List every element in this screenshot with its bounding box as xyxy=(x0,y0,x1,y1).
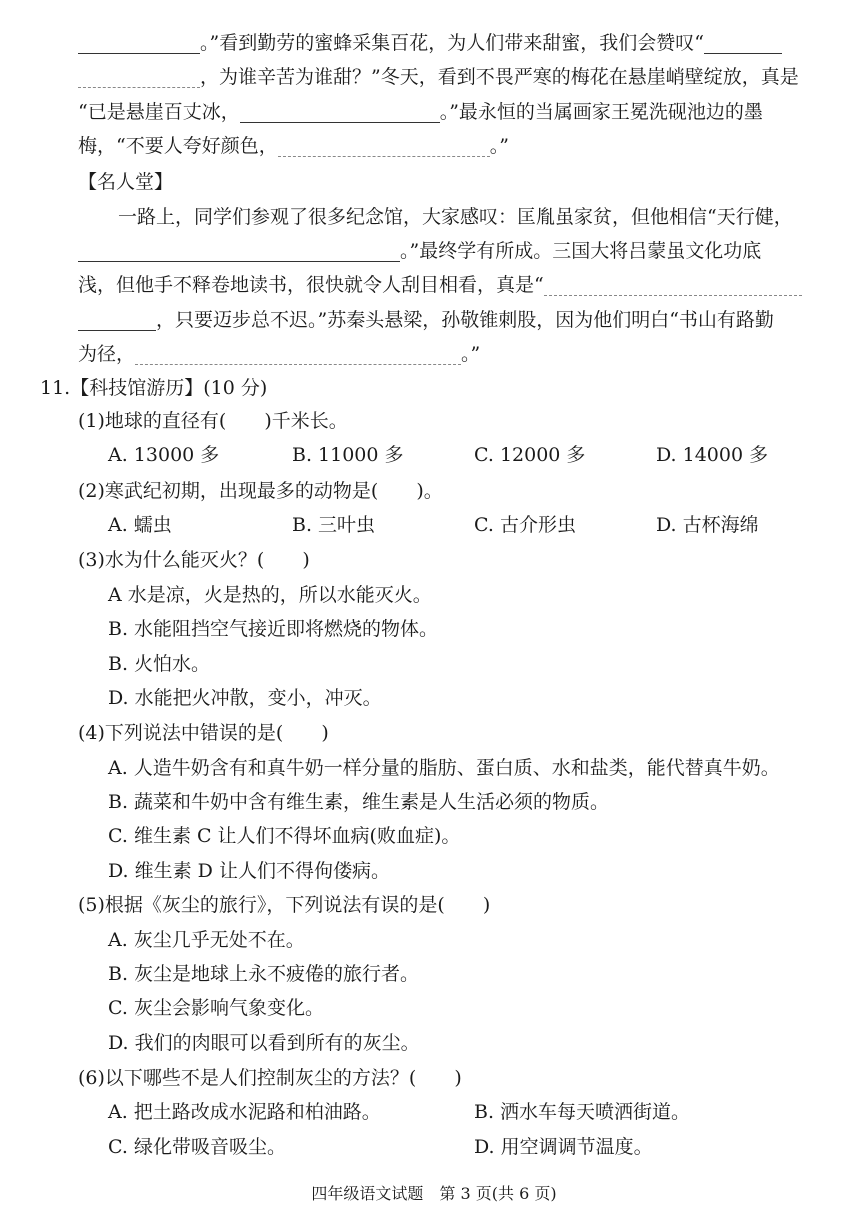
celebrity-line-2 xyxy=(78,234,818,268)
celebrity-line-3-text: 浅，但他手不释卷地读书，很快就令人刮目相看，真是“ xyxy=(78,274,544,296)
q2-option-d[interactable]: D. 古杯海绵 xyxy=(656,514,759,536)
q3-option-a[interactable]: A 水是凉，火是热的，所以水能灭火。 xyxy=(108,584,432,606)
q2-option-c[interactable]: C. 古介形虫 xyxy=(474,514,576,536)
celebrity-line-2-text: 。”最终学有所成。三国大将吕蒙虽文化功底 xyxy=(400,240,762,262)
celebrity-line-5-suffix: 。” xyxy=(461,343,481,365)
poem-line-3-suffix: 。”最永恒的当属画家王冕洗砚池边的墨 xyxy=(439,101,763,123)
answer-blank[interactable] xyxy=(704,29,782,54)
answer-blank[interactable] xyxy=(544,271,802,296)
q4-option-a[interactable]: A. 人造牛奶含有和真牛奶一样分量的脂肪、蛋白质、水和盐类，能代替真牛奶。 xyxy=(108,757,780,779)
q5-option-c[interactable]: C. 灰尘会影响气象变化。 xyxy=(108,997,324,1019)
q2-option-a[interactable]: A. 蠕虫 xyxy=(108,514,172,536)
q1-option-a[interactable]: A. 13000 多 xyxy=(108,444,220,466)
answer-blank[interactable] xyxy=(78,306,156,331)
celebrity-line-5-prefix: 为径， xyxy=(78,343,136,365)
page-footer: 四年级语文试题 第 3 页(共 6 页) xyxy=(311,1184,557,1203)
q5-option-a[interactable]: A. 灰尘几乎无处不在。 xyxy=(108,929,305,951)
q2-option-b[interactable]: B. 三叶虫 xyxy=(292,514,376,536)
q6-stem: (6)以下哪些不是人们控制灰尘的方法？( ) xyxy=(78,1067,462,1089)
answer-blank[interactable] xyxy=(240,98,440,123)
q5-option-b[interactable]: B. 灰尘是地球上永不疲倦的旅行者。 xyxy=(108,963,420,985)
q5-option-d[interactable]: D. 我们的肉眼可以看到所有的灰尘。 xyxy=(108,1032,420,1054)
answer-blank[interactable] xyxy=(135,340,461,365)
poem-line-4-suffix: 。” xyxy=(489,135,509,157)
poem-line-1 xyxy=(78,26,818,60)
q6-option-d[interactable]: D. 用空调调节温度。 xyxy=(474,1136,653,1158)
poem-line-1-text: 。”看到勤劳的蜜蜂采集百花，为人们带来甜蜜，我们会赞叹“ xyxy=(200,32,704,54)
celebrity-heading: 【名人堂】 xyxy=(78,171,174,193)
poem-line-3-prefix: “已是悬崖百丈冰， xyxy=(78,101,240,123)
question-11-title: 11.【科技馆游历】(10 分) xyxy=(40,377,268,399)
q3-stem: (3)水为什么能灭火？( ) xyxy=(78,549,310,571)
q6-option-c[interactable]: C. 绿化带吸音吸尘。 xyxy=(108,1136,286,1158)
q4-stem: (4)下列说法中错误的是( ) xyxy=(78,722,329,744)
q1-option-d[interactable]: D. 14000 多 xyxy=(656,444,769,466)
celebrity-line-4 xyxy=(78,303,818,337)
q3-option-d[interactable]: D. 水能把火冲散，变小，冲灭。 xyxy=(108,687,382,709)
q1-option-c[interactable]: C. 12000 多 xyxy=(474,444,586,466)
q4-option-d[interactable]: D. 维生素 D 让人们不得佝偻病。 xyxy=(108,860,390,882)
poem-line-2 xyxy=(78,60,818,94)
celebrity-line-1: 一路上，同学们参观了很多纪念馆，大家感叹：匡胤虽家贫，但他相信“天行健， xyxy=(118,206,793,228)
q6-option-a[interactable]: A. 把土路改成水泥路和柏油路。 xyxy=(108,1101,381,1123)
q3-option-c[interactable]: B. 火怕水。 xyxy=(108,653,211,675)
poem-line-4-prefix: 梅，“不要人夸好颜色， xyxy=(78,135,278,157)
celebrity-line-3 xyxy=(78,268,818,302)
q1-stem: (1)地球的直径有( )千米长。 xyxy=(78,410,348,432)
q2-stem: (2)寒武纪初期，出现最多的动物是( )。 xyxy=(78,480,443,502)
answer-blank[interactable] xyxy=(78,237,400,262)
q4-option-c[interactable]: C. 维生素 C 让人们不得坏血病(败血症)。 xyxy=(108,825,461,847)
q6-option-b[interactable]: B. 洒水车每天喷洒街道。 xyxy=(474,1101,691,1123)
poem-line-4 xyxy=(78,129,818,163)
answer-blank[interactable] xyxy=(78,63,200,88)
answer-blank[interactable] xyxy=(78,29,200,54)
poem-line-2-text: ，为谁辛苦为谁甜？”冬天，看到不畏严寒的梅花在悬崖峭壁绽放，真是 xyxy=(200,66,799,88)
q5-stem: (5)根据《灰尘的旅行》，下列说法有误的是( ) xyxy=(78,894,491,916)
q3-option-b[interactable]: B. 水能阻挡空气接近即将燃烧的物体。 xyxy=(108,618,439,640)
q4-option-b[interactable]: B. 蔬菜和牛奶中含有维生素，维生素是人生活必须的物质。 xyxy=(108,791,610,813)
answer-blank[interactable] xyxy=(278,132,490,157)
poem-line-3 xyxy=(78,95,818,129)
q1-option-b[interactable]: B. 11000 多 xyxy=(292,444,404,466)
celebrity-line-5 xyxy=(78,337,818,371)
celebrity-line-4-text: ，只要迈步总不迟。”苏秦头悬梁，孙敬锥刺股，因为他们明白“书山有路勤 xyxy=(156,309,774,331)
